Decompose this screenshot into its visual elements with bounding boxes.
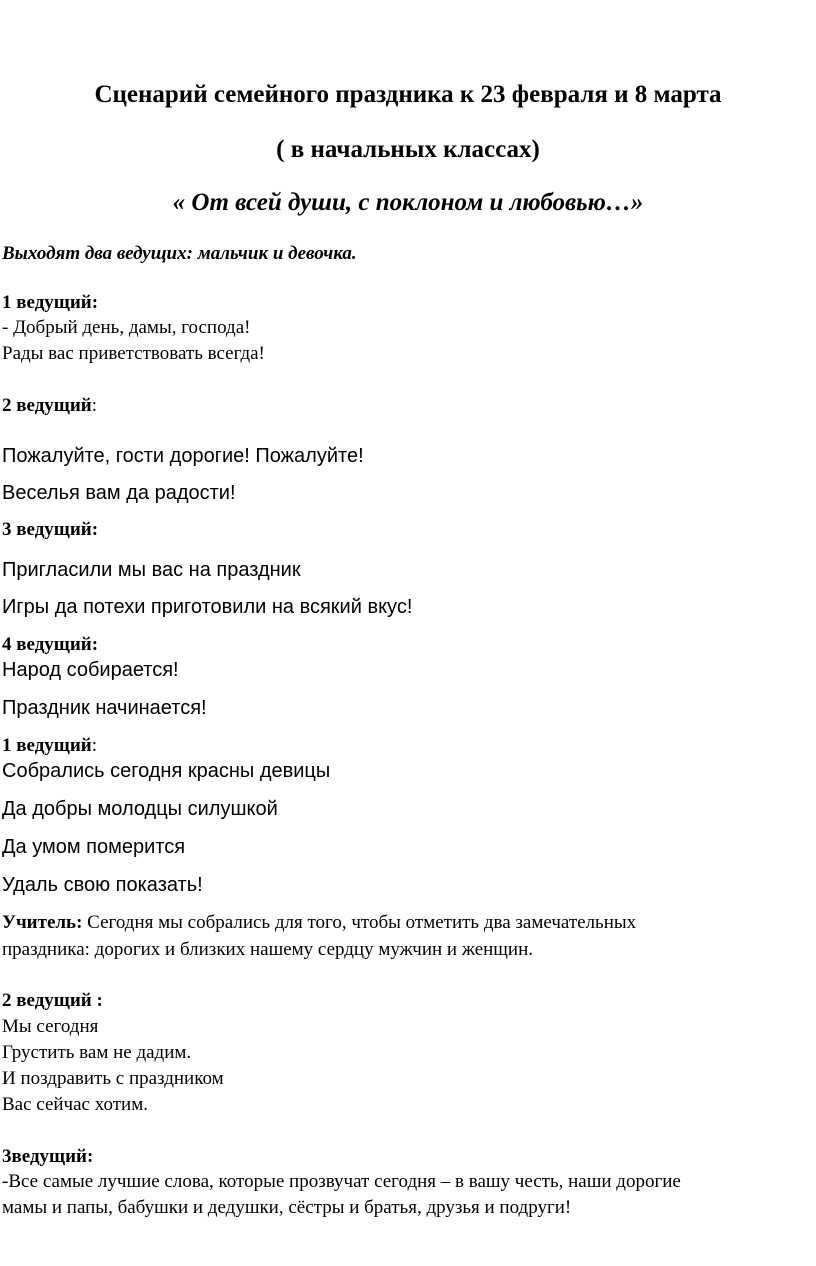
dialogue-line: Народ собирается! (2, 659, 179, 681)
teacher-paragraph-line: Учитель: Сегодня мы собрались для того, чтобы отметить два замечательных (2, 912, 637, 933)
dialogue-line: Грустить вам не дадим. (2, 1042, 192, 1063)
dialogue-line: Да добры молодцы силушкой (2, 798, 278, 820)
dialogue-line: Пригласили мы вас на праздник (2, 559, 301, 581)
speaker-label: 2 ведущий : (2, 990, 103, 1011)
document-subtitle: ( в начальных классах) (276, 136, 540, 163)
speaker-label: 3ведущий: (2, 1146, 94, 1167)
dialogue-line: -Все самые лучшие слова, которые прозвучат сегодня – в вашу честь, наши дорогие (2, 1171, 681, 1192)
intro-stage-direction: Выходят два ведущих: мальчик и девочка. (2, 243, 357, 264)
dialogue-line: мамы и папы, бабушки и дедушки, сёстры и братья, друзья и подруги! (2, 1197, 572, 1218)
dialogue-line: Мы сегодня (2, 1016, 99, 1037)
dialogue-line: И поздравить с праздником (2, 1068, 224, 1089)
document-motto: « От всей души, с поклоном и любовью…» (172, 189, 644, 216)
dialogue-line: Игры да потехи приготовили на всякий вкус! (2, 596, 413, 618)
dialogue-line: Да умом померится (2, 836, 186, 858)
speaker-label: 3 ведущий: (2, 519, 99, 540)
dialogue-line: - Добрый день, дамы, господа! (2, 317, 251, 338)
dialogue-line: Собрались сегодня красны девицы (2, 760, 331, 782)
speaker-label: 4 ведущий: (2, 634, 99, 655)
dialogue-line: Рады вас приветствовать всегда! (2, 343, 265, 364)
speaker-label: 1 ведущий: (2, 292, 99, 313)
dialogue-line: Праздник начинается! (2, 697, 207, 719)
dialogue-line: Пожалуйте, гости дорогие! Пожалуйте! (2, 445, 364, 467)
teacher-paragraph-line: праздника: дорогих и близких нашему сердцу мужчин и женщин. (2, 939, 534, 960)
dialogue-line: Удаль свою показать! (2, 874, 203, 896)
speaker-label: 2 ведущий: (2, 395, 98, 416)
dialogue-line: Вас сейчас хотим. (2, 1094, 148, 1115)
document-title: Сценарий семейного праздника к 23 февраля и 8 марта (94, 81, 722, 108)
speaker-label: Учитель: (2, 912, 83, 933)
dialogue-line: Веселья вам да радости! (2, 482, 236, 504)
speaker-label: 1 ведущий: (2, 735, 98, 756)
